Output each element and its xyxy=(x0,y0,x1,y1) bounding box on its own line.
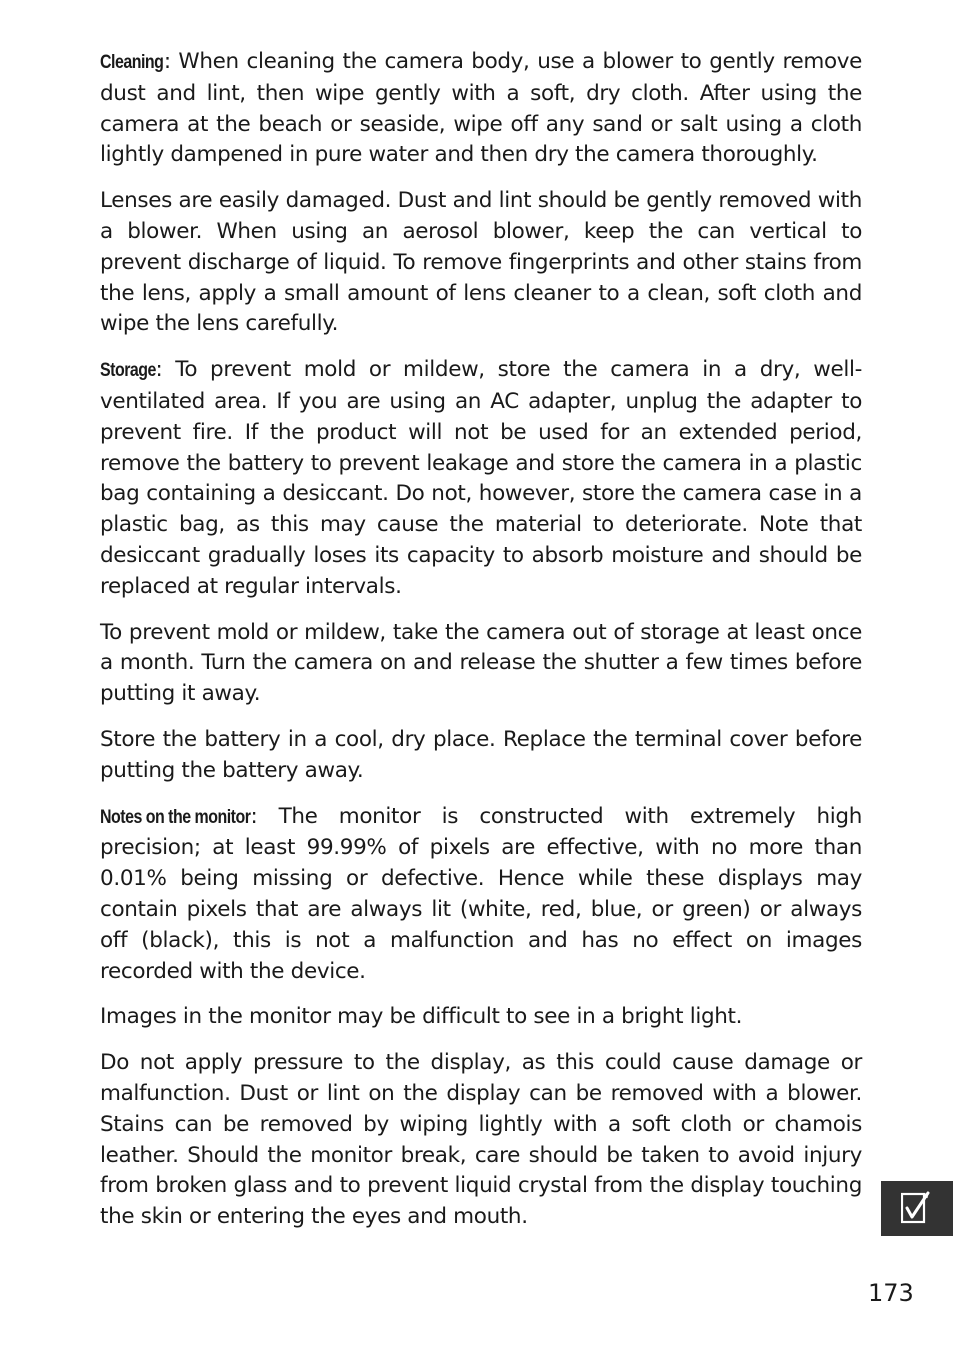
display-pressure-paragraph xyxy=(100,1048,862,1233)
cleaning-heading: Cleaning xyxy=(100,52,164,73)
lens-care-paragraph xyxy=(100,186,862,340)
display-pressure-text: Do not apply pressure to the display, as this could cause damage or malfunction. Dust or lint on the display can be removed with a blower. Stains can be removed by wiping lightly with a soft cloth or chamois leather. Should the monitor break, care should be taken to avoid injury from broken glass and to prevent liquid crystal from the display touching the skin or entering the eyes and mouth. xyxy=(100,1050,862,1230)
monitor-notes-text: : The monitor is constructed with extremely high precision; at least 99.99% of pixels are effective, with no more than 0.01% being missing or defective. Hence while these displays may contain pixels that are always lit (white, red, blue, or green) or always off (black), this is not a malfunction and has no effect on images recorded with the device. xyxy=(100,803,862,984)
battery-storage-text: Store the battery in a cool, dry place. Replace the terminal cover before putting the battery away. xyxy=(100,726,862,783)
storage-paragraph xyxy=(100,355,862,602)
bright-light-paragraph xyxy=(100,1002,862,1033)
mold-prevention-paragraph xyxy=(100,618,862,710)
page-number: 173 xyxy=(868,1279,914,1307)
cleaning-paragraph xyxy=(100,47,862,171)
page-body xyxy=(100,47,862,1248)
monitor-notes-heading: Notes on the monitor xyxy=(100,806,251,828)
monitor-notes-paragraph xyxy=(100,802,862,988)
lens-care-text: Lenses are easily damaged. Dust and lint should be gently removed with a blower. When using an aerosol blower, keep the can vertical to prevent discharge of liquid. To remove fingerprints and other stains from the lens, apply a small amount of lens cleaner to a clean, soft cloth and wipe the lens carefully. xyxy=(100,188,862,337)
cleaning-text: : When cleaning the camera body, use a blower to gently remove dust and lint, then wipe gently with a soft, dry cloth. After using the camera at the beach or seaside, wipe off any sand or salt using a cloth lightly dampened in pure water and then dry the camera thoroughly. xyxy=(100,49,862,168)
storage-heading: Storage xyxy=(100,360,156,382)
bright-light-text: Images in the monitor may be difficult to see in a bright light. xyxy=(100,1004,743,1030)
battery-storage-paragraph xyxy=(100,725,862,787)
mold-prevention-text: To prevent mold or mildew, take the camera out of storage at least once a month. Turn the camera on and release the shutter a few times before putting it away. xyxy=(100,619,862,707)
pencil-check-icon xyxy=(901,1191,931,1225)
storage-text: : To prevent mold or mildew, store the camera in a dry, well-ventilated area. If you are using an AC adapter, unplug the adapter to prevent fire. If the product will not be used for an extended period, remove the battery to prevent leakage and store the camera in a plastic bag containing a desiccant. Do not, however, store the camera case in a plastic bag, as this may cause the material to deteriorate. Note that desiccant gradually loses its capacity to absorb moisture and should be replaced at regular intervals. xyxy=(100,357,862,599)
section-tab xyxy=(881,1181,953,1236)
